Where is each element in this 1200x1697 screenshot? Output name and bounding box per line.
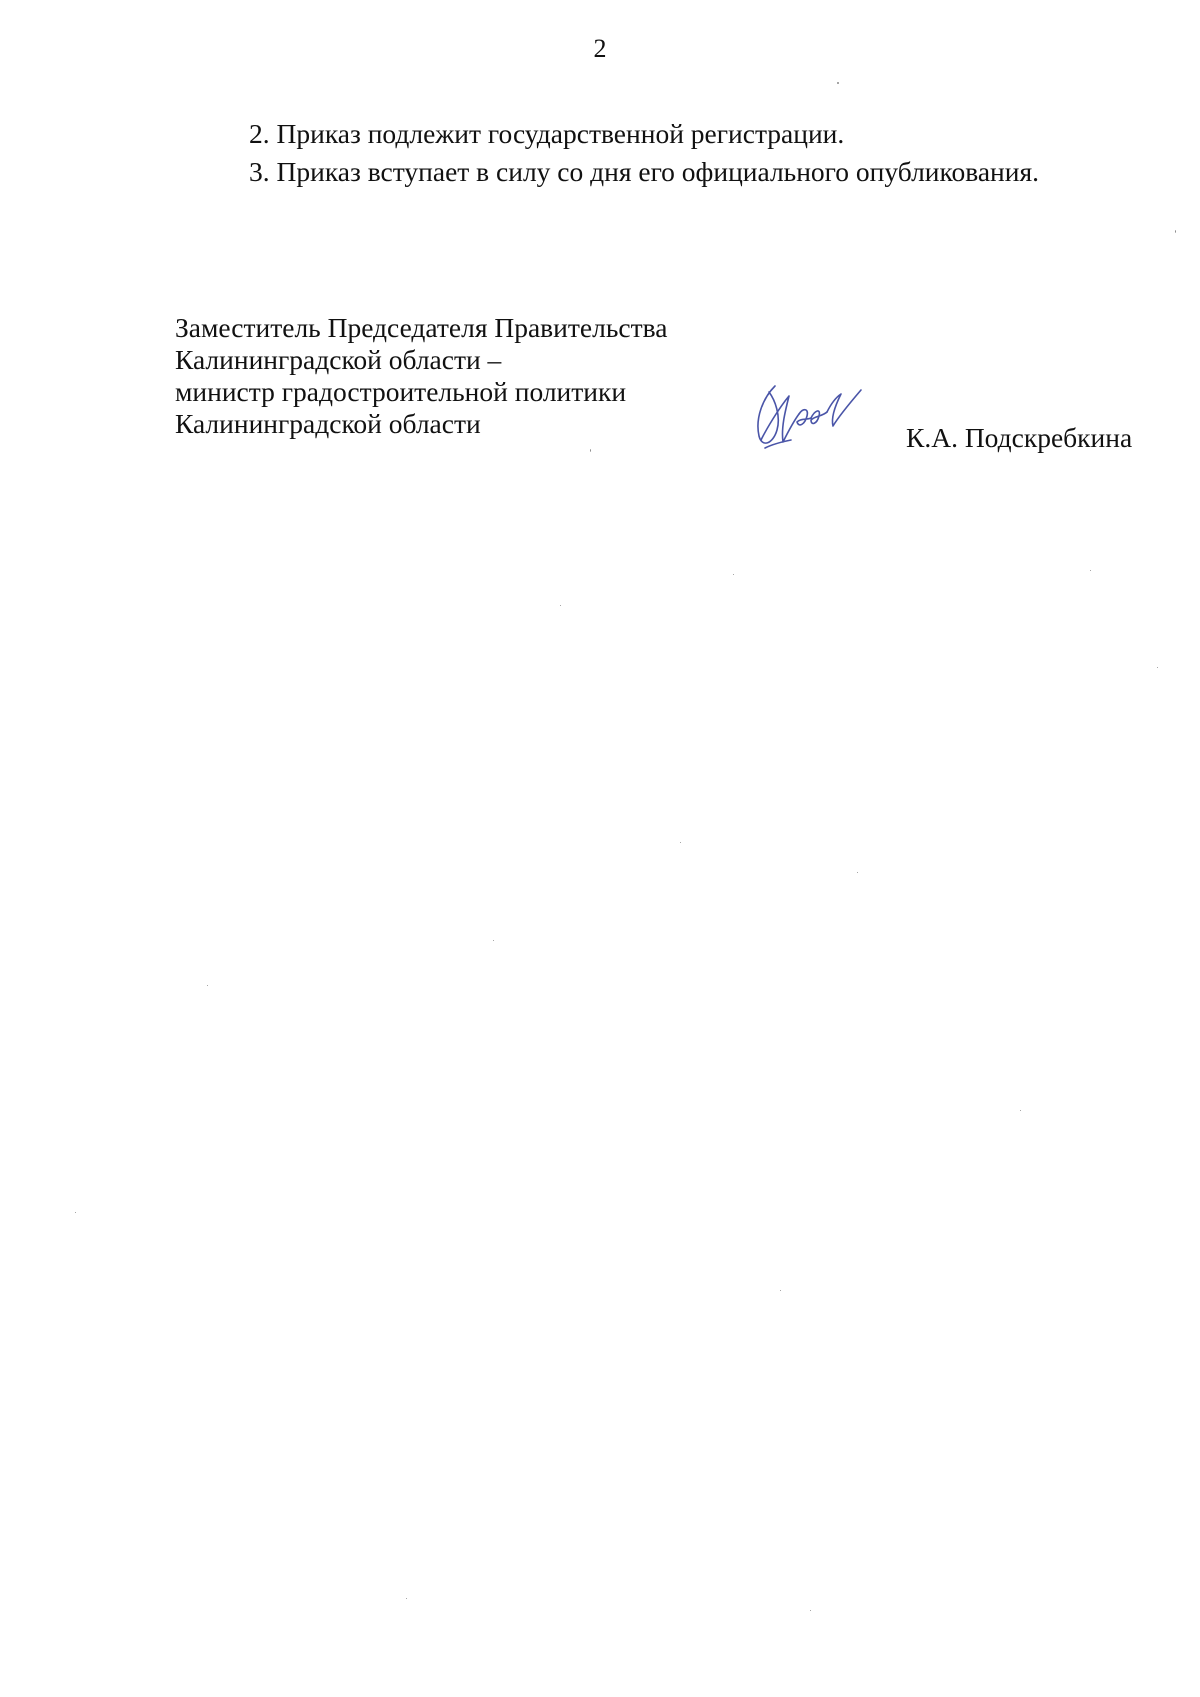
scan-speck: [1090, 570, 1091, 571]
scan-speck: [560, 605, 561, 606]
scan-speck: [857, 872, 858, 873]
scan-speck: [837, 82, 839, 84]
signature-icon: [745, 378, 865, 453]
page-number: 2: [593, 34, 607, 63]
scan-speck: [780, 1290, 781, 1291]
signatory-title-line: Заместитель Председателя Правительства: [175, 312, 668, 343]
signatory-title-line: Калининградской области: [175, 408, 481, 439]
paragraph-registration: 2. Приказ подлежит государственной регистрации.: [249, 118, 845, 149]
scan-speck: [1157, 667, 1158, 668]
signatory-name: К.А. Подскребкина: [906, 422, 1133, 453]
scan-speck: [1175, 230, 1176, 233]
signatory-title-line: министр градостроительной политики: [175, 376, 627, 407]
scan-speck: [810, 1610, 811, 1611]
scan-speck: [733, 574, 734, 575]
scan-speck: [207, 985, 208, 986]
signatory-title: [175, 312, 667, 440]
scan-speck: [406, 1598, 407, 1599]
scan-speck: [75, 1212, 76, 1213]
scan-speck: [493, 940, 494, 941]
signatory-title-line: Калининградской области –: [175, 344, 502, 375]
paragraph-effective-date: 3. Приказ вступает в силу со дня его официального опубликования.: [249, 156, 1040, 187]
scan-speck: [1020, 1110, 1021, 1111]
scan-speck: [590, 449, 591, 452]
scan-speck: [680, 842, 681, 843]
